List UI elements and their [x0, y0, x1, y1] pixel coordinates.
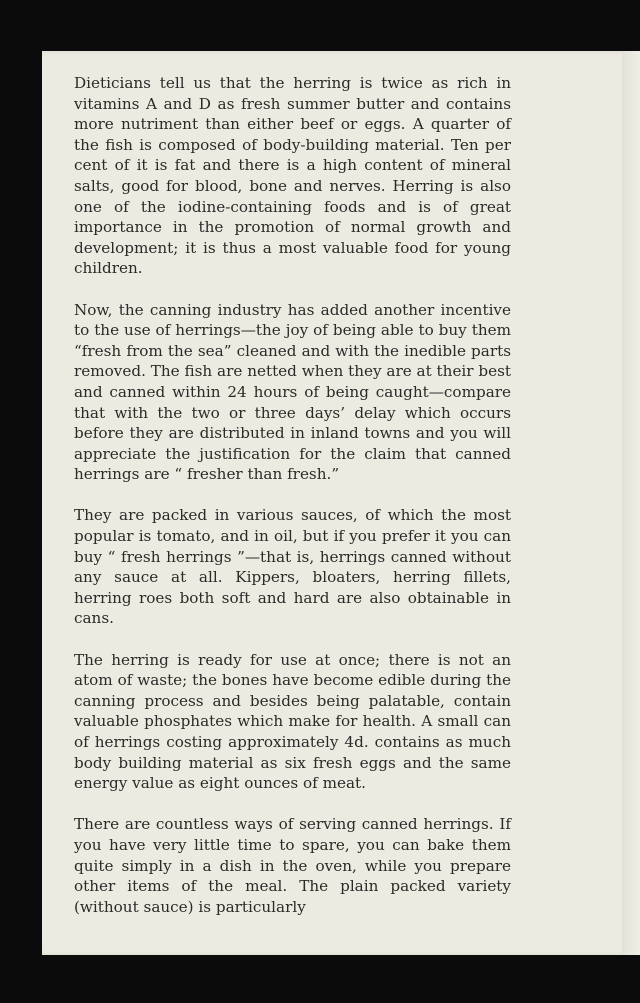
- paragraph: Now, the canning industry has added another incentive to the use of herrings—the joy of being able to buy them “fresh from the sea” cleaned and with the inedible parts removed. The fish are netted when they are at their best and canned within 24 hours of being caught—compare that with the two or three days’ delay which occurs before they are distributed in inland towns and you will appreciate the justification for the claim that canned herrings are “ fresher than fresh.”: [74, 300, 511, 484]
- page-edge: [622, 51, 640, 955]
- body-text: [74, 73, 511, 938]
- paragraph: The herring is ready for use at once; there is not an atom of waste; the bones have become edible during the canning process and besides being palatable, contain valuable phosphates which make for health. A small can of herrings costing approximately 4d. contains as much body building material as six fresh eggs and the same energy value as eight ounces of meat.: [74, 650, 511, 793]
- paragraph: There are countless ways of serving canned herrings. If you have very little time to spare, you can bake them quite simply in a dish in the oven, while you prepare other items of the meal. The plain packed variety (without sauce) is particularly: [74, 815, 511, 916]
- paragraph: Dieticians tell us that the herring is twice as rich in vitamins A and D as fresh summer butter and contains more nutriment than either beef or eggs. A quarter of the fish is composed of body-building material. Ten per cent of it is fat and there is a high content of mineral salts, good for blood, bone and nerves. Herring is also one of the iodine-containing foods and is of great importance in the promotion of normal growth and development; it is thus a most valuable food for young children.: [74, 74, 511, 278]
- paragraph: They are packed in various sauces, of which the most popular is tomato, and in oil, but if you prefer it you can buy “ fresh herrings ”—that is, herrings canned without any sauce at all. Kippers, bloaters, herring fillets, herring roes both soft and hard are also obtainable in cans.: [74, 506, 511, 628]
